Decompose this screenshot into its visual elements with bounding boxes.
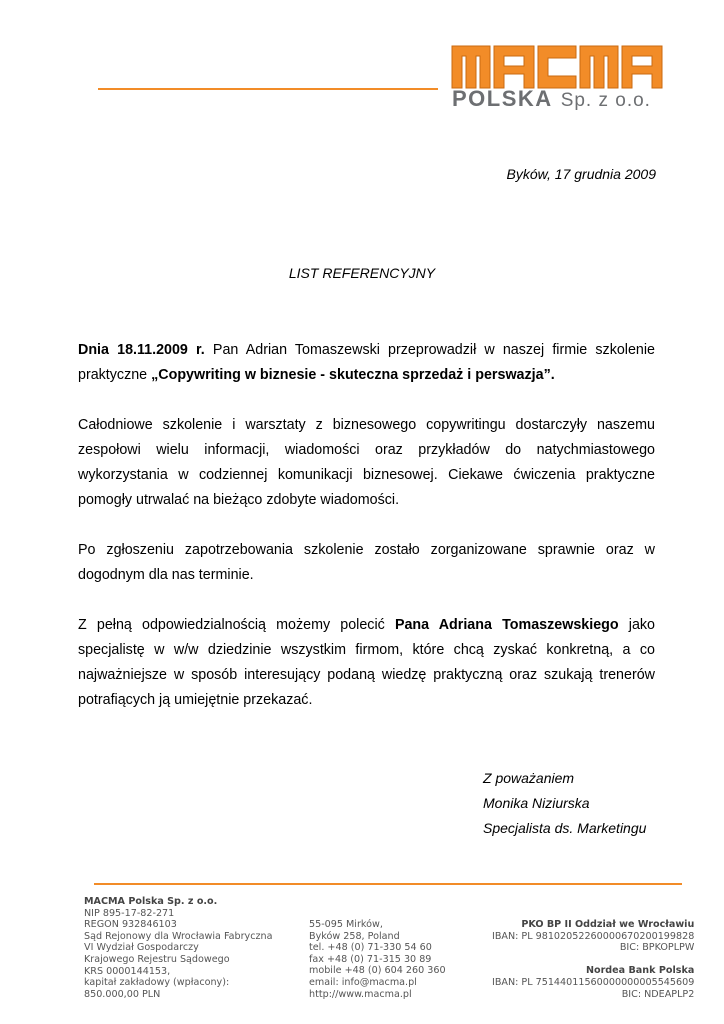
letter-body (78, 338, 655, 738)
paragraph-1 (78, 338, 655, 388)
p1-text: Pan Adrian Tomaszewski przeprowadził w naszej firmie szkolenie praktyczne (78, 342, 655, 383)
logo-polska-text: POLSKA (452, 86, 553, 111)
footer-line: mobile +48 (0) 604 260 360 (309, 965, 446, 977)
logo-subtitle (452, 86, 651, 112)
footer-line: BIC: NDEAPLP2 (621, 988, 695, 1000)
signature-block (483, 766, 646, 841)
footer-line: Sąd Rejonowy dla Wrocławia Fabryczna (84, 930, 273, 942)
footer-company-info (84, 896, 272, 1000)
footer-email: email: info@macma.pl (309, 976, 417, 988)
footer-line: VI Wydział Gospodarczy (84, 942, 199, 954)
paragraph-3: Po zgłoszeniu zapotrzebowania szkolenie zostało zorganizowane sprawnie oraz w dogodnym dla nas terminie. (78, 542, 655, 583)
footer-line: 55-095 Mirków, (309, 919, 383, 930)
footer-bank-name: Nordea Bank Polska (585, 965, 695, 977)
footer-rule (94, 883, 682, 885)
p1-date-bold: Dnia 18.11.2009 r. (78, 342, 205, 358)
company-logo (450, 42, 692, 112)
footer-contact-info (309, 919, 446, 1000)
signature-name: Monika Niziurska (483, 795, 590, 811)
footer-line: KRS 0000144153, (84, 965, 171, 977)
footer-line: kapitał zakładowy (wpłacony): (84, 977, 230, 989)
footer-company-name: MACMA Polska Sp. z o.o. (84, 896, 218, 907)
footer-spacer (492, 954, 694, 966)
header-rule (98, 88, 438, 90)
footer-line: IBAN: PL 98102052260000670200199828 (492, 930, 695, 942)
p1-training-title: „Copywriting w biznesie - skuteczna sprzedaż i perswazja”. (151, 367, 555, 383)
footer-line: Krajowego Rejestru Sądowego (84, 953, 230, 965)
letter-date: Byków, 17 grudnia 2009 (506, 166, 656, 182)
footer-line: tel. +48 (0) 71-330 54 60 (309, 942, 432, 954)
footer-line: REGON 932846103 (84, 919, 177, 931)
footer-website: http://www.macma.pl (309, 988, 412, 1000)
footer-line: 850.000,00 PLN (84, 988, 161, 1000)
p4-name-bold: Pana Adriana Tomaszewskiego (394, 617, 619, 633)
paragraph-4 (78, 613, 655, 713)
footer-line: NIP 895-17-82-271 (84, 907, 175, 919)
signature-role: Specjalista ds. Marketingu (483, 820, 647, 836)
letter-title: LIST REFERENCYJNY (288, 265, 436, 281)
footer-line: IBAN: PL 75144011560000000005545609 (492, 976, 695, 988)
macma-logo-icon (450, 42, 690, 90)
footer-line: fax +48 (0) 71-315 30 89 (309, 953, 432, 965)
logo-spzoo-text: Sp. z o.o. (560, 90, 651, 111)
footer-bank-info (492, 919, 694, 1000)
p4-text-a: Z pełną odpowiedzialnością możemy polecić (78, 617, 395, 633)
paragraph-2: Całodniowe szkolenie i warsztaty z biznesowego copywritingu dostarczyły naszemu zespołowi wielu informacji, wiadomości oraz przykładów do natychmiastowego wykorzystania w codziennej komunikacji biznesowej. Ciekawe ćwiczenia praktyczne pomogły utrwalać na bieżąco zdobyte wiadomości. (78, 417, 655, 508)
footer-line: Byków 258, Poland (309, 930, 400, 942)
footer-bank-name: PKO BP II Oddział we Wrocławiu (521, 919, 695, 930)
footer-line: BIC: BPKOPLPW (619, 942, 695, 954)
signature-closing: Z poważaniem (483, 770, 575, 786)
p4-text-b: jako specjalistę w w/w dziedzinie wszystkim firmom, które chcą zyskać konkretną, a co najważniejsze w sposób interesujący podaną wiedzę praktyczną oraz szukają trenerów potrafiących ją umiejętnie przekazać. (78, 617, 655, 708)
